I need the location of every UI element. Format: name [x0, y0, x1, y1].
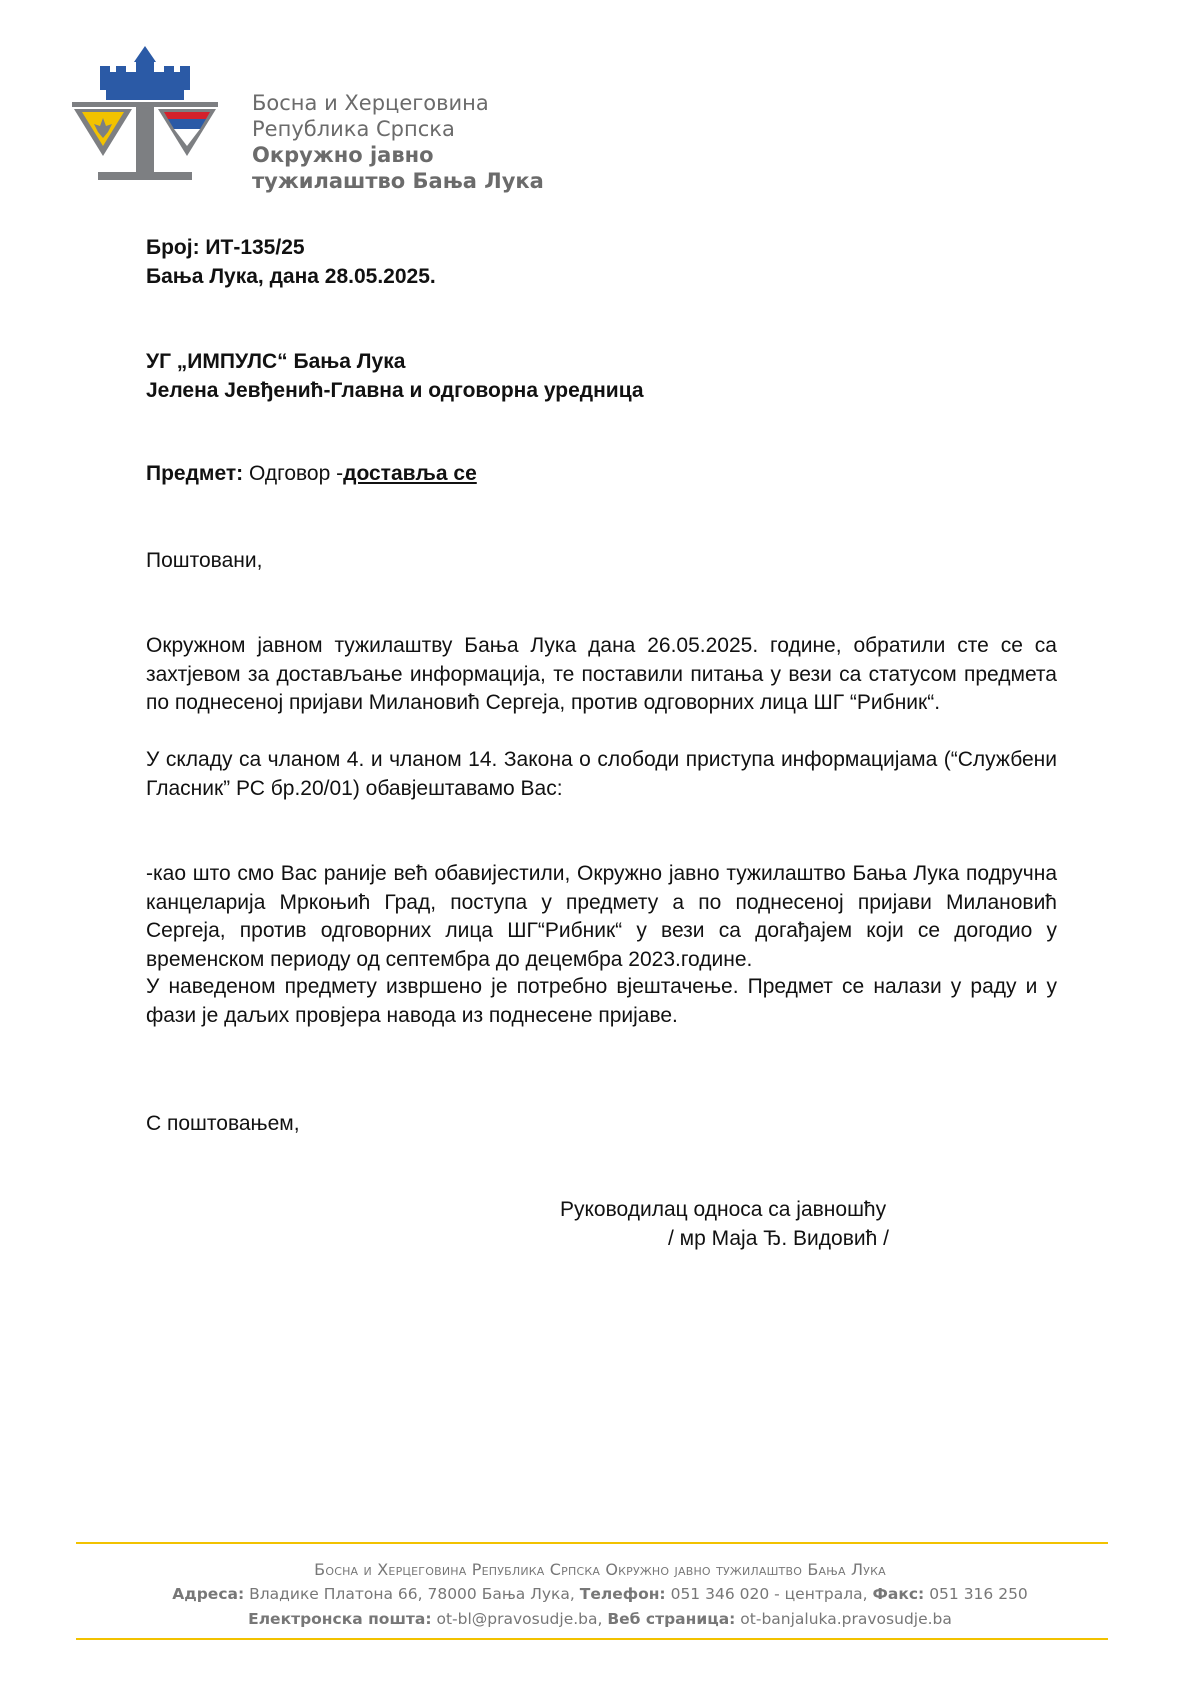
subject-line	[146, 460, 1057, 489]
institution-name	[252, 90, 544, 194]
reference-number: Број: ИТ-135/25	[146, 236, 305, 259]
footer-fax-label: Факс:	[872, 1585, 925, 1603]
footer-online-line	[0, 1607, 1200, 1632]
institution-line-city: тужилаштво Бања Лука	[252, 169, 544, 193]
tower-spire-icon	[134, 46, 156, 62]
body-paragraph-2: У складу са чланом 4. и чланом 14. Закона о слободи приступа информацијама (“Службени Гласник” РС бр.20/01) обавјештавамо Вас:	[146, 748, 1057, 800]
recipient-person: Јелена Јевђенић-Главна и одговорна уредница	[146, 378, 644, 402]
reference-place-date: Бања Лука, дана 28.05.2025.	[146, 264, 436, 288]
reference-block	[146, 234, 1057, 291]
signature-title: Руководилац односа са јавношћу	[560, 1198, 887, 1221]
prosecutor-office-logo	[72, 46, 218, 192]
footer-email-link[interactable]: ot-bl@pravosudje.ba,	[436, 1610, 603, 1628]
footer-institution: Босна и Херцеговина Република Српска Окружно јавно тужилаштво Бања Лука	[314, 1560, 886, 1579]
footer-address: Владике Платона 66, 78000 Бања Лука,	[249, 1585, 575, 1603]
signature-block	[560, 1196, 980, 1253]
footer-web-link[interactable]: ot-banjaluka.pravosudje.ba	[740, 1610, 952, 1628]
institution-line-country: Босна и Херцеговина	[252, 91, 489, 115]
footer-phone: 051 346 020 - централа,	[670, 1585, 868, 1603]
signature-name: / мр Маја Ђ. Видовић /	[668, 1226, 889, 1250]
body-paragraph-3: -као што смо Вас раније већ обавијестили, Окружно јавно тужилаштво Бања Лука подручна канцеларија Мркоњић Град, поступа у предмету а по поднесеној пријави Милановић Сергеја, против одговорних лица ШГ“Рибник“ у вези са догађајем који се догодио у временском периоду од септембра до децембра 2023.године.	[146, 862, 1057, 971]
greeting: Поштовани,	[146, 549, 263, 572]
institution-line-entity: Република Српска	[252, 117, 455, 141]
subject-underlined: достављa се	[343, 462, 477, 485]
footer-web-label: Веб страница:	[607, 1610, 736, 1628]
footer-rule-bottom	[76, 1638, 1108, 1640]
footer-rule-top	[76, 1542, 1108, 1544]
footer-email-label: Електронска пошта:	[248, 1610, 432, 1628]
footer	[0, 1557, 1200, 1632]
footer-contact-line	[0, 1582, 1200, 1607]
institution-line-office: Окружно јавно	[252, 143, 434, 167]
subject-label: Предмет:	[146, 462, 244, 485]
subject-text: Одговор -	[243, 462, 344, 485]
recipient-block	[146, 348, 1057, 405]
footer-fax: 051 316 250	[929, 1585, 1028, 1603]
body-paragraph-4: У наведеном предмету извршено је потребно вјештачење. Предмет се налази у раду и у фази је даљих провјера навода из поднесене пријаве.	[146, 975, 1057, 1027]
footer-phone-label: Телефон:	[579, 1585, 666, 1603]
recipient-org: УГ „ИМПУЛС“ Бања Лука	[146, 350, 406, 373]
footer-address-label: Адреса:	[172, 1585, 245, 1603]
body-paragraph-1: Окружном јавном тужилаштву Бања Лука дана 26.05.2025. године, обратили сте се са захтјевом за достављање информација, те поставили питања у вези са статусом предмета по поднесеној пријави Милановић Сергеја, против одговорних лица ШГ “Рибник“.	[146, 634, 1057, 714]
closing: С поштовањем,	[146, 1112, 300, 1135]
